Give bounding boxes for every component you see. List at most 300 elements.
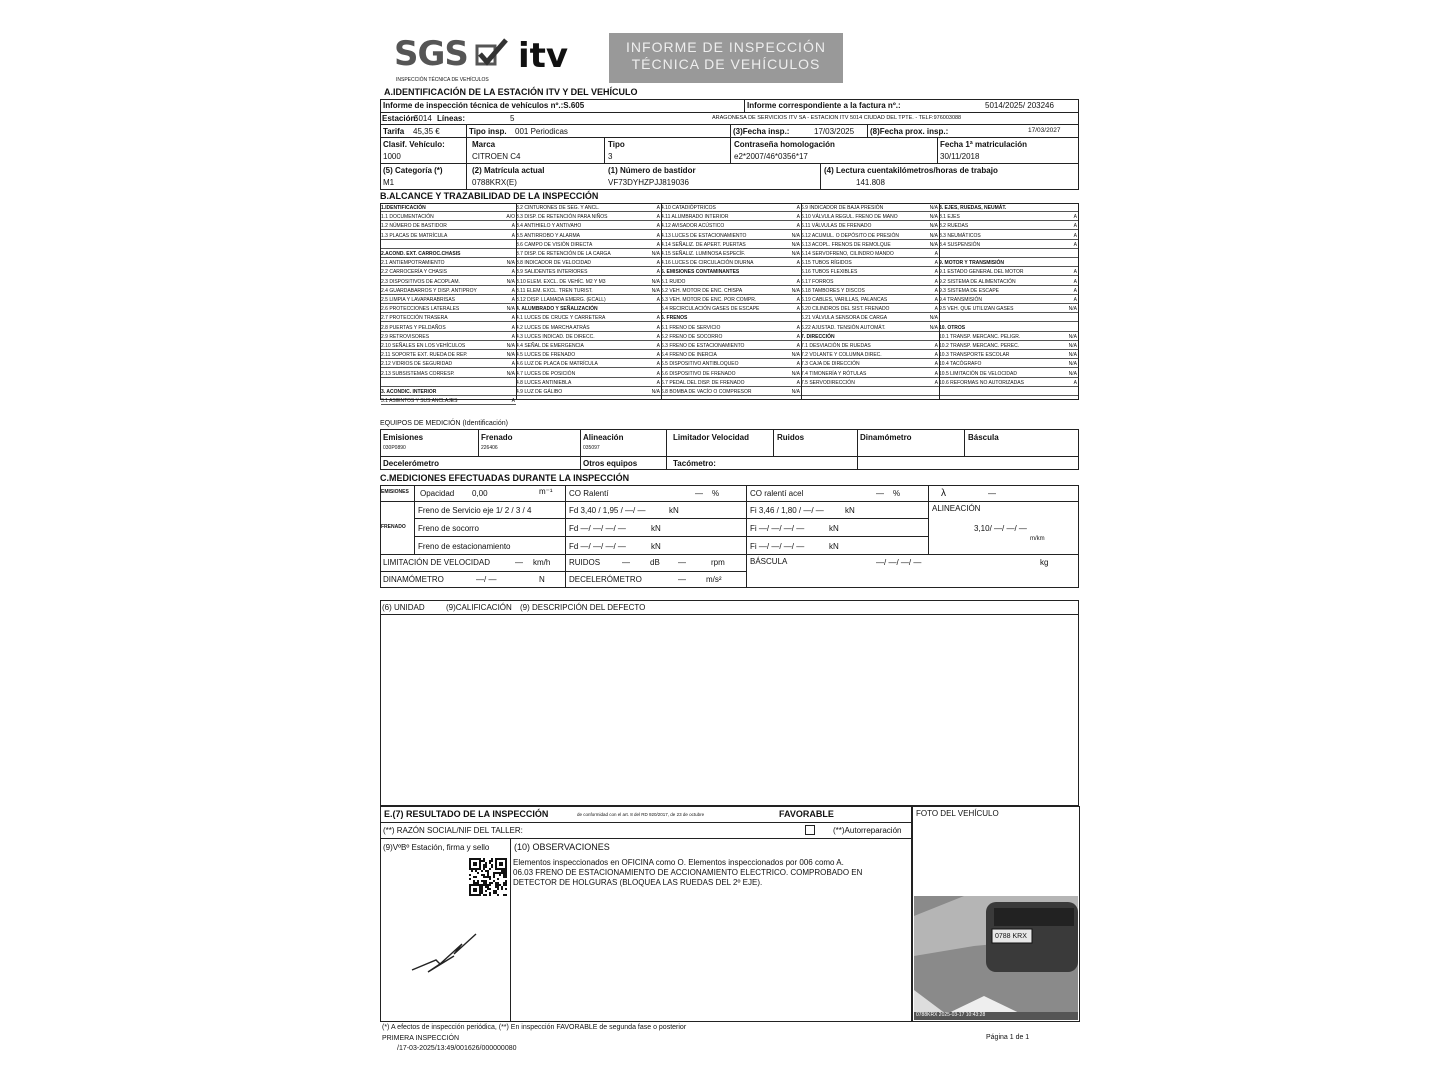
- scope-item-label: 4.8 LUCES ANTINIEBLA: [516, 379, 572, 386]
- scope-item-code: A: [656, 205, 660, 211]
- scope-item: [801, 259, 939, 267]
- fecha-matric-label: Fecha 1ª matriculación: [940, 140, 1027, 149]
- scope-item-label: 6.8 BOMBA DE VACÍO O COMPRESOR: [661, 389, 752, 395]
- scope-item-label: 8.4 SUSPENSIÓN: [939, 241, 981, 248]
- scope-item: [381, 241, 516, 249]
- scope-item-label: 6.20 CILINDROS DEL SIST. FRENADO: [801, 306, 890, 313]
- section-e-note: de conformidad con el art. 8 del RD 920/2017, de 23 de octubre: [577, 812, 705, 817]
- scope-item-code: A: [656, 343, 660, 349]
- scope-item-code: N/A: [651, 251, 660, 257]
- scope-item-code: A: [511, 297, 515, 303]
- col-descripcion: (9) DESCRIPCIÓN DEL DEFECTO: [520, 603, 646, 612]
- scope-item-label: 3.6 CAMPO DE VISIÓN DIRECTA: [516, 241, 593, 248]
- scope-item-code: A: [511, 398, 515, 405]
- col-calificacion: (9)CALIFICACIÓN: [446, 603, 512, 612]
- scope-item-label: 8.2 RUEDAS: [939, 223, 969, 230]
- scope-item: [381, 232, 516, 240]
- scope-item-label: 4.2 LUCES DE MARCHA ATRÁS: [516, 324, 590, 331]
- scope-item: [381, 314, 516, 322]
- scope-item-label: 3.9 SALIDENTES INTERIORES: [516, 269, 588, 276]
- autorreparacion-checkbox[interactable]: [805, 825, 815, 835]
- scope-item: [801, 268, 939, 276]
- scope-item-code: A: [796, 214, 800, 221]
- scope-item: [516, 204, 661, 212]
- categoria-value: M1: [383, 178, 395, 187]
- contrasena-label: Contraseña homologación: [734, 140, 835, 149]
- scope-item: [381, 379, 516, 387]
- scope-item-code: A: [934, 343, 938, 349]
- scope-item-label: 5.3 VEH. MOTOR DE ENC. POR COMPR.: [661, 297, 757, 303]
- autorreparacion-label: (**)Autorreparación: [833, 826, 902, 835]
- scope-item-label: 2.8 PUERTAS Y PELDAÑOS: [381, 324, 446, 331]
- scope-item-code: A: [656, 379, 660, 386]
- freno-socorro-fd-unit: kN: [651, 524, 661, 533]
- scope-item-code: N/A: [791, 389, 800, 395]
- frenado-tag: FRENADO: [381, 524, 406, 530]
- scope-item: [516, 388, 661, 396]
- scope-item-code: A: [511, 333, 515, 340]
- scope-item: [381, 397, 516, 405]
- frenado-label: Frenado: [481, 433, 513, 442]
- scope-item: [939, 204, 1078, 212]
- freno-estac-fi: Fi —/ —/ —/ —: [750, 542, 805, 551]
- factura-label: Informe correspondiente a la factura nº.:: [747, 101, 901, 110]
- scope-item: [939, 241, 1078, 249]
- opacidad-label: Opacidad: [420, 489, 455, 498]
- scope-item: [381, 360, 516, 368]
- scope-item-label: 10.6 REFORMAS NO AUTORIZADAS: [939, 379, 1024, 386]
- ruidos-rpm-value: —: [678, 558, 686, 567]
- scope-item-code: N/A: [651, 389, 660, 395]
- scope-item-label: 6.22 AJUSTAD. TENSIÓN AUTOMÁT.: [801, 324, 886, 331]
- scope-item-label: 6.14 SERVOFRENO, CILINDRO MANDO: [801, 251, 894, 257]
- categoria-label: (5) Categoría (*): [383, 166, 443, 175]
- scope-item-code: N/A: [791, 352, 800, 359]
- scope-item-code: N/A: [651, 287, 660, 294]
- scope-item-label: 4.7 LUCES DE POSICIÓN: [516, 370, 576, 377]
- co-ralenti-acel-value: —: [876, 489, 884, 498]
- scope-item-code: N/A: [1068, 370, 1077, 377]
- freno-estac-fd-unit: kN: [651, 542, 661, 551]
- scope-item-code: N/A: [1068, 306, 1077, 313]
- scope-item-code: A: [1073, 269, 1077, 276]
- scope-item-code: A: [656, 223, 660, 230]
- scope-item-code: A: [511, 287, 515, 294]
- freno-estac-fi-unit: kN: [829, 542, 839, 551]
- dinamometro-equipo-label: Dinamómetro: [860, 433, 912, 442]
- scope-item: [381, 351, 516, 359]
- scope-item: [939, 342, 1078, 350]
- scope-item-code: A: [934, 379, 938, 386]
- co-ralenti-acel-unit: %: [893, 489, 901, 498]
- dinamometro-label: DINAMÓMETRO: [383, 575, 444, 584]
- scope-item: [381, 259, 516, 267]
- scope-item: [516, 360, 661, 368]
- freno-socorro-fi: Fi —/ —/ —/ —: [750, 524, 805, 533]
- scope-item: [381, 204, 516, 212]
- scope-item-code: A: [1073, 278, 1077, 285]
- scope-item: [661, 333, 801, 341]
- grid-divider: [939, 204, 940, 399]
- scope-item-code: N/A: [929, 232, 938, 239]
- scope-item: [516, 232, 661, 240]
- scope-item-label: 7.3 CAJA DE DIRECCIÓN: [801, 361, 860, 368]
- scope-item-label: 3.5 ANTIRROBO Y ALARMA: [516, 232, 581, 239]
- defects-box: [380, 600, 1079, 806]
- scope-item-code: A: [934, 297, 938, 303]
- scope-item-code: N/A: [929, 315, 938, 322]
- scope-item-label: 5. EMISIONES CONTAMINANTES: [661, 269, 740, 276]
- scope-item-label: 6.17 FORROS: [801, 278, 834, 285]
- estacion-label: Estación:: [382, 114, 419, 123]
- scope-item: [516, 278, 661, 286]
- scope-item-label: 10.1 TRANSP. MERCANC. PELIGR.: [939, 333, 1021, 340]
- scope-item-label: 7.2 VOLANTE Y COLUMNA DIREC.: [801, 352, 882, 359]
- scope-item-label: 4.16 LUCES DE CIRCULACIÓN DIURNA: [661, 260, 754, 267]
- scope-item-code: N/A: [929, 205, 938, 211]
- limitacion-value: —: [515, 558, 523, 567]
- section-b-title: B.ALCANCE Y TRAZABILIDAD DE LA INSPECCIÓN: [380, 191, 599, 201]
- scope-item-label: 6.11 VÁLVULAS DE FRENADO: [801, 223, 872, 230]
- scope-item: [801, 296, 939, 304]
- scope-item-label: 4.4 SEÑAL DE EMERGENCIA: [516, 343, 584, 349]
- scope-item: [381, 222, 516, 230]
- scope-item-code: A: [511, 324, 515, 331]
- co-ralenti-unit: %: [712, 489, 720, 498]
- scope-item-code: A: [656, 269, 660, 276]
- scope-item-label: 6.16 TUBOS FLEXIBLES: [801, 269, 858, 276]
- scope-item-label: 8. EJES, RUEDAS, NEUMÁT.: [939, 205, 1007, 211]
- alineacion-label: ALINEACIÓN: [932, 504, 981, 513]
- lectura-label: (4) Lectura cuentakilómetros/horas de trabajo: [824, 166, 998, 175]
- scope-item-code: N/A: [1068, 343, 1077, 349]
- scope-item-code: N/A: [791, 241, 800, 248]
- scope-item: [939, 314, 1078, 322]
- fecha-prox-value: 17/03/2027: [1028, 127, 1061, 134]
- scope-item: [381, 305, 516, 313]
- ruidos-value: —: [622, 558, 630, 567]
- scope-item-code: N/A: [506, 343, 515, 349]
- scope-item-code: A: [1073, 232, 1077, 239]
- scope-item-code: N/A: [506, 260, 515, 267]
- footer-code: /17-03-2025/13:49/001626/000000080: [397, 1045, 517, 1052]
- scope-item: [801, 360, 939, 368]
- limitacion-unit: km/h: [533, 558, 551, 567]
- co-ralenti-label: CO Ralentí: [569, 489, 609, 498]
- ruidos-rpm-unit: rpm: [711, 558, 725, 567]
- tarifa-value: 45,35 €: [413, 127, 440, 136]
- scope-item-label: 6.19 CABLES, VARILLAS, PALANCAS: [801, 297, 888, 303]
- ruidos-label: RUIDOS: [569, 558, 601, 567]
- col-unidad: (6) UNIDAD: [382, 603, 425, 612]
- scope-item-code: A: [796, 324, 800, 331]
- scope-item: [939, 222, 1078, 230]
- scope-item-code: A: [656, 297, 660, 303]
- lineas-value: 5: [510, 114, 515, 123]
- scope-item: [939, 278, 1078, 286]
- scope-item-label: 7.5 SERVODIRECCIÓN: [801, 379, 855, 386]
- scope-item: [801, 342, 939, 350]
- scope-item-code: A: [796, 223, 800, 230]
- section-c-title: C.MEDICIONES EFECTUADAS DURANTE LA INSPECCIÓN: [380, 473, 630, 483]
- scope-item: [516, 324, 661, 332]
- scope-item: [661, 204, 801, 212]
- scope-item-label: 6.9 INDICADOR DE BAJA PRESIÓN: [801, 205, 884, 211]
- scope-item: [661, 268, 801, 276]
- observaciones-line-3: DETECTOR DE HOLGURAS (BLOQUEA LAS RUEDAS DEL 2º EJE).: [513, 878, 763, 887]
- scope-item: [939, 296, 1078, 304]
- scope-item-label: 5.4 RECIRCULACIÓN GASES DE ESCAPE: [661, 306, 760, 313]
- scope-item: [661, 314, 801, 322]
- emisiones-tag: EMISIONES: [381, 489, 409, 495]
- scope-item-label: 2.5 LIMPIA Y LAVAPARABRISAS: [381, 297, 456, 303]
- scope-item-label: 6.4 FRENO DE INERCIA: [661, 352, 717, 359]
- scope-item: [661, 388, 801, 396]
- scope-item: [939, 324, 1078, 332]
- scope-item-code: A: [511, 315, 515, 322]
- observaciones-line-2: 06.03 FRENO DE ESTACIONAMIENTO DE ACCIONAMIENTO ELECTRICO. COMPROBADO EN: [513, 868, 863, 877]
- scope-item-label: 3.2 CINTURONES DE SEG. Y ANCL.: [516, 205, 600, 211]
- bascula-equipo-label: Báscula: [968, 433, 999, 442]
- scope-item: [939, 360, 1078, 368]
- scope-item: [381, 324, 516, 332]
- scope-item: [939, 250, 1078, 258]
- lectura-value: 141.808: [856, 178, 885, 187]
- scope-item: [516, 379, 661, 387]
- scope-item-code: A: [1073, 379, 1077, 386]
- ruidos-unit: dB: [650, 558, 660, 567]
- scope-item-code: A: [656, 324, 660, 331]
- scope-item-code: A: [511, 232, 515, 239]
- scope-item-code: A: [796, 306, 800, 313]
- scope-item-label: 4.5 LUCES DE FRENADO: [516, 352, 576, 359]
- banner-line-2: TÉCNICA DE VEHÍCULOS: [631, 56, 821, 72]
- tipo-label: Tipo: [608, 140, 625, 149]
- scope-item-label: 2.ACOND. EXT. CARROC.CHASIS: [381, 251, 461, 257]
- scope-item-code: A: [796, 297, 800, 303]
- scope-item: [939, 268, 1078, 276]
- scope-item: [661, 278, 801, 286]
- scope-item: [381, 287, 516, 295]
- scope-item-code: A: [1073, 287, 1077, 294]
- informe-label: Informe de inspección técnica de vehículos nº.:S.605: [383, 101, 585, 110]
- scope-item-label: 6.10 VÁLVULA REGUL. FRENO DE MANO: [801, 214, 898, 221]
- scope-item-label: 6.5 DISPOSITIVO ANTIBLOQUEO: [661, 361, 739, 368]
- scope-item: [661, 296, 801, 304]
- scope-item-label: 2.1 ANTIEMPOTRAMIENTO: [381, 260, 445, 267]
- scope-item-label: 4.11 ALUMBRADO INTERIOR: [661, 214, 729, 221]
- scope-item-code: A: [1073, 241, 1077, 248]
- scope-item-code: A: [796, 361, 800, 368]
- scope-item-label: 5.2 VEH. MOTOR DE ENC. CHISPA: [661, 287, 743, 294]
- scope-item-code: N/A: [651, 278, 660, 285]
- scope-item: [939, 333, 1078, 341]
- footer-note: (*) A efectos de inspección periódica, (**) En inspección FAVORABLE de segunda fase o posterior: [382, 1024, 687, 1031]
- scope-item: [661, 259, 801, 267]
- scope-item-label: 9.5 VEH. QUE UTILIZAN GASES: [939, 306, 1014, 313]
- scope-item-code: A: [934, 352, 938, 359]
- scope-item-code: N/A: [791, 370, 800, 377]
- scope-item-code: N/A: [929, 214, 938, 221]
- scope-item-label: 2.9 RETROVISORES: [381, 333, 430, 340]
- freno-estac-fd: Fd —/ —/ —/ —: [569, 542, 626, 551]
- scope-item-label: 1.2 NÚMERO DE BASTIDOR: [381, 223, 447, 230]
- bascula-value: —/ —/ —/ —: [876, 558, 922, 567]
- freno-estac-label: Freno de estacionamiento: [418, 542, 511, 551]
- scope-item-code: A: [656, 333, 660, 340]
- scope-item-code: A: [934, 278, 938, 285]
- scope-item-label: 9.2 SISTEMA DE ALIMENTACIÓN: [939, 278, 1016, 285]
- contrasena-value: e2*2007/46*0356*17: [734, 152, 808, 161]
- lambda-value: —: [988, 489, 996, 498]
- scope-item-label: 4.9 LUZ DE GÁLIBO: [516, 389, 563, 395]
- scope-item-code: A: [656, 232, 660, 239]
- scope-item-code: N/A: [506, 278, 515, 285]
- scope-item: [516, 287, 661, 295]
- bascula-label: BÁSCULA: [750, 557, 788, 566]
- scope-item-code: A: [511, 223, 515, 230]
- scope-item: [661, 287, 801, 295]
- scope-item-label: 6.18 TAMBORES Y DISCOS: [801, 287, 865, 294]
- footer-primera: PRIMERA INSPECCIÓN: [382, 1035, 460, 1042]
- scope-item: [381, 213, 516, 221]
- scope-item-code: N/A: [1068, 361, 1077, 368]
- scope-item: [381, 250, 516, 258]
- fecha-matric-value: 30/11/2018: [940, 152, 980, 161]
- scope-item-code: A: [1073, 223, 1077, 230]
- freno-socorro-label: Freno de socorro: [418, 524, 479, 533]
- fecha-prox-label: (8)Fecha prox. insp.:: [870, 127, 949, 136]
- grid-divider: [516, 204, 517, 399]
- photo-plate: 0788 KRX: [995, 933, 1027, 940]
- bastidor-label: (1) Número de bastidor: [608, 166, 696, 175]
- scope-item-code: N/A: [791, 287, 800, 294]
- scope-item-label: 2.3 DISPOSITIVOS DE ACOPLAM.: [381, 278, 460, 285]
- ruidos-equipo-label: Ruidos: [777, 433, 805, 442]
- scope-item-code: A: [934, 306, 938, 313]
- scope-item-code: N/A: [506, 352, 515, 359]
- scope-item: [381, 268, 516, 276]
- co-ralenti-acel-label: CO ralentí acel: [750, 489, 804, 498]
- scope-item-label: 2.6 PROTECCIONES LATERALES: [381, 306, 460, 313]
- scope-item-label: 9.3 SISTEMA DE ESCAPE: [939, 287, 1000, 294]
- tipo-insp-value: 001 Periodicas: [515, 127, 568, 136]
- scope-item: [801, 324, 939, 332]
- scope-item-code: A: [656, 370, 660, 377]
- scope-item: [516, 250, 661, 258]
- scope-item: [939, 305, 1078, 313]
- scope-item: [939, 259, 1078, 267]
- vb-label: (9)VºBº Estación, firma y sello: [383, 843, 490, 852]
- foto-label: FOTO DEL VEHÍCULO: [916, 809, 999, 818]
- scope-item: [801, 241, 939, 249]
- scope-item-label: 2.11 SOPORTE EXT. RUEDA DE REP.: [381, 352, 468, 359]
- scope-item: [381, 370, 516, 378]
- scope-item-label: 6.15 TUBOS RÍGIDOS: [801, 260, 852, 267]
- decelerometro-equipo-label: Decelerómetro: [383, 459, 440, 468]
- scope-item: [661, 250, 801, 258]
- scope-item-label: 10.3 TRANSPORTE ESCOLAR: [939, 352, 1010, 359]
- scope-item-code: A: [934, 361, 938, 368]
- signature-icon: [410, 930, 482, 974]
- tacometro-label: Tacómetro:: [673, 459, 716, 468]
- matricula-label: (2) Matrícula actual: [472, 166, 545, 175]
- scope-item: [801, 305, 939, 313]
- scope-item-label: 3. ACONDIC. INTERIOR: [381, 389, 437, 395]
- scope-item-code: N/A: [929, 241, 938, 248]
- tarifa-label: Tarifa: [383, 127, 405, 136]
- freno-servicio-fd: Fd 3,40 / 1,95 / —/ —: [569, 506, 646, 515]
- emisiones-value: 030P0890: [383, 445, 406, 451]
- scope-item: [661, 305, 801, 313]
- scope-item: [939, 213, 1078, 221]
- marca-value: CITROEN C4: [472, 152, 521, 161]
- scope-item-code: A: [934, 287, 938, 294]
- sgs-logo: SGS: [394, 34, 468, 74]
- scope-item: [661, 342, 801, 350]
- scope-item-label: 4.1 LUCES DE CRUCE Y CARRETERA: [516, 315, 606, 322]
- scope-item-label: 3.7 DISP. DE RETENCIÓN DE LA CARGA: [516, 251, 611, 257]
- grid-divider: [661, 204, 662, 399]
- scope-item-code: A: [511, 361, 515, 368]
- footer-page: Página 1 de 1: [986, 1034, 1030, 1041]
- emisiones-label: Emisiones: [383, 433, 424, 442]
- marca-label: Marca: [472, 140, 496, 149]
- scope-item-label: 10. OTROS: [939, 324, 966, 331]
- scope-item-label: 3.11 ELEM. EXCL. TREN TURIST.: [516, 287, 593, 294]
- scope-item: [801, 379, 939, 387]
- tipo-insp-label: Tipo insp.: [469, 127, 507, 136]
- scope-item-label: 6.7 PEDAL DEL DISP. DE FRENADO: [661, 379, 745, 386]
- opacidad-value: 0,00: [472, 489, 488, 498]
- scope-item-code: A: [934, 260, 938, 267]
- bastidor-value: VF73DYHZPJJ819036: [608, 178, 689, 187]
- scope-item-label: 3.3 DISP. DE RETENCIÓN PARA NIÑOS: [516, 214, 608, 221]
- scope-item: [801, 333, 939, 341]
- scope-item-code: A: [934, 251, 938, 257]
- scope-item-label: 2.13 SUBSISTEMAS CORRESP.: [381, 370, 455, 377]
- matricula-value: 0788KRX(E): [472, 178, 517, 187]
- scope-item: [516, 222, 661, 230]
- scope-item-label: 4.15 SEÑALIZ. LUMINOSA ESPECÍF.: [661, 251, 746, 257]
- tipo-value: 3: [608, 152, 613, 161]
- scope-item-label: 6.12 ACUMUL. O DEPÓSITO DE PRESIÓN: [801, 232, 899, 239]
- scope-item: [939, 370, 1078, 378]
- factura-value: 5014/2025/ 203246: [985, 101, 1054, 110]
- result-favorable: FAVORABLE: [779, 809, 834, 819]
- scope-item-code: A: [656, 260, 660, 267]
- alineacion-equipo-value: 035097: [583, 445, 600, 451]
- scope-item-label: 6.2 FRENO DE SOCORRO: [661, 333, 723, 340]
- clasif-value: 1000: [383, 152, 401, 161]
- qr-code-icon: [469, 858, 507, 896]
- scope-item: [516, 342, 661, 350]
- otros-equipos-label: Otros equipos: [583, 459, 638, 468]
- scope-item: [801, 351, 939, 359]
- scope-item-label: 10.5 LIMITACIÓN DE VELOCIDAD: [939, 370, 1017, 377]
- scope-item: [801, 204, 939, 212]
- scope-item-label: 9.4 TRANSMISIÓN: [939, 297, 982, 303]
- scope-item-label: 4.3 LUCES INDICAD. DE DIRECC.: [516, 333, 595, 340]
- scope-item-code: N/A: [929, 223, 938, 230]
- scope-item-label: 4.6 LUZ DE PLACA DE MATRÍCULA: [516, 361, 598, 368]
- scope-item-code: A: [796, 333, 800, 340]
- scope-item-code: A: [934, 370, 938, 377]
- scope-item-code: N/A: [929, 324, 938, 331]
- scope-item: [801, 222, 939, 230]
- scope-item-label: 1.IDENTIFICACIÓN: [381, 205, 426, 211]
- scope-item-label: 6.21 VÁLVULA SENSORA DE CARGA: [801, 315, 888, 322]
